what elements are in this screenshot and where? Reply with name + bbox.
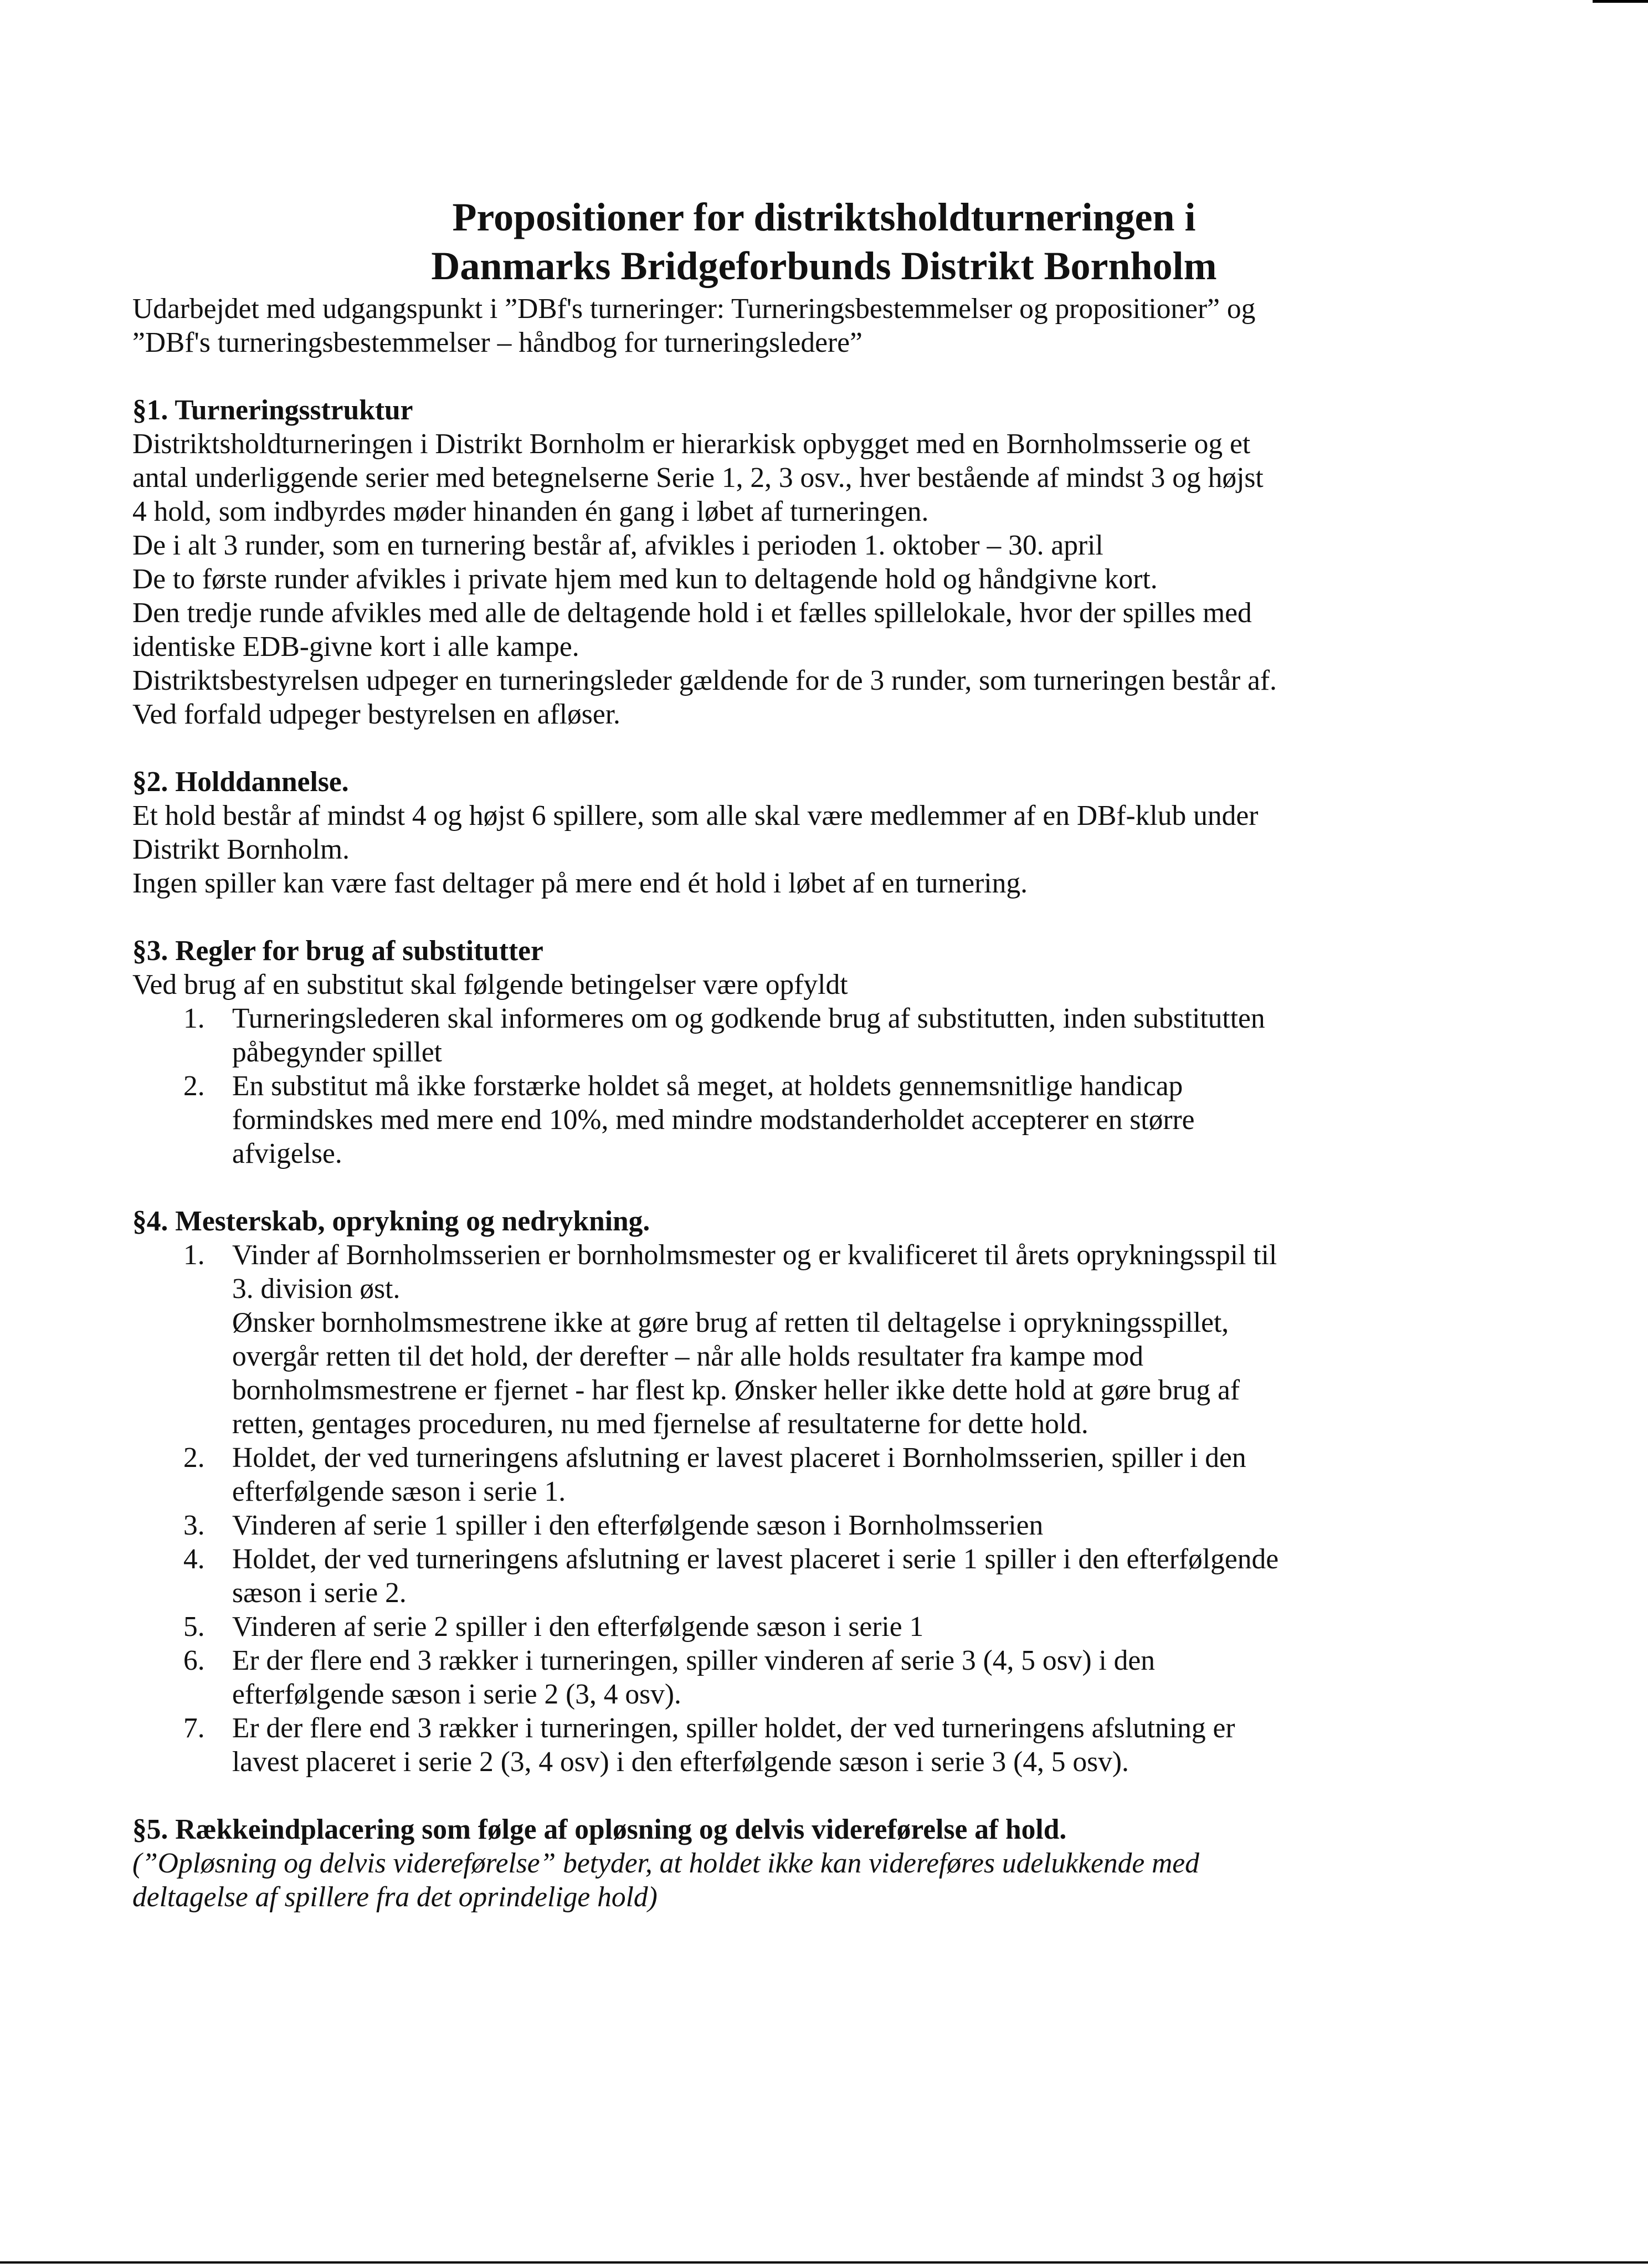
list-item-line: overgår retten til det hold, der derefter – når alle holds resultater fra kampe mod [232, 1341, 1143, 1372]
section-1-line: Den tredje runde afvikles med alle de deltagende hold i et fælles spillelokale, hvor der spilles med [132, 597, 1252, 629]
scan-edge-mark [1593, 0, 1648, 3]
list-item-number: 1. [183, 1003, 205, 1034]
list-item [132, 1610, 1506, 1644]
list-item-line: Vinder af Bornholmsserien er bornholmsmester og er kvalificeret til årets oprykningsspil til [232, 1239, 1277, 1271]
list-item-number: 3. [183, 1510, 205, 1541]
section-1-line: 4 hold, som indbyrdes møder hinanden én gang i løbet af turneringen. [132, 496, 929, 527]
section-1-line: De to første runder afvikles i private hjem med kun to deltagende hold og håndgivne kort. [132, 563, 1158, 595]
section-1-line: Distriktsbestyrelsen udpeger en turneringsleder gældende for de 3 runder, som turneringen består af. [132, 665, 1277, 696]
section-1-line: identiske EDB-givne kort i alle kampe. [132, 631, 579, 663]
section-4-heading: §4. Mesterskab, oprykning og nedrykning. [132, 1205, 650, 1237]
section-1-line: De i alt 3 runder, som en turnering består af, afvikles i perioden 1. oktober – 30. april [132, 530, 1103, 561]
list-item-line: sæson i serie 2. [232, 1577, 407, 1609]
section-4-list [132, 1238, 1506, 1779]
list-item-line: retten, gentages proceduren, nu med fjernelse af resultaterne for dette hold. [232, 1408, 1089, 1440]
document-title [0, 193, 1648, 290]
list-item-number: 2. [183, 1442, 205, 1474]
list-item-number: 5. [183, 1611, 205, 1643]
list-item-line: 3. division øst. [232, 1273, 401, 1305]
title-line-2: Danmarks Bridgeforbunds Distrikt Bornholm [431, 244, 1217, 288]
section-3-list [132, 1002, 1506, 1171]
list-item-line: lavest placeret i serie 2 (3, 4 osv) i den efterfølgende sæson i serie 3 (4, 5 osv). [232, 1746, 1129, 1778]
section-2-line: Distrikt Bornholm. [132, 834, 350, 865]
list-item-line: efterfølgende sæson i serie 1. [232, 1476, 566, 1507]
intro-line: ”DBf's turneringsbestemmelser – håndbog for turneringsledere” [132, 327, 862, 358]
section-3-heading: §3. Regler for brug af substitutter [132, 935, 543, 967]
list-item-line: En substitut må ikke forstærke holdet så meget, at holdets gennemsnitlige handicap [232, 1070, 1183, 1102]
list-item-line: afvigelse. [232, 1138, 342, 1169]
list-item [132, 1238, 1506, 1441]
list-item [132, 1441, 1506, 1508]
list-item-line: Holdet, der ved turneringens afslutning er lavest placeret i serie 1 spiller i den efterfølgende [232, 1543, 1279, 1575]
list-item-number: 4. [183, 1543, 205, 1575]
list-item [132, 1711, 1506, 1779]
list-item-line: bornholmsmestrene er fjernet - har flest kp. Ønsker heller ikke dette hold at gøre brug af [232, 1374, 1240, 1406]
list-item-number: 1. [183, 1239, 205, 1271]
list-item [132, 1069, 1506, 1171]
list-item-number: 7. [183, 1712, 205, 1744]
list-item-line: Vinderen af serie 1 spiller i den efterfølgende sæson i Bornholmsserien [232, 1510, 1044, 1541]
section-5-line: (”Opløsning og delvis videreførelse” betyder, at holdet ikke kan videreføres udelukkende med [132, 1848, 1199, 1879]
list-item-line: Ønsker bornholmsmestrene ikke at gøre brug af retten til deltagelse i oprykningsspillet, [232, 1307, 1229, 1338]
scan-bottom-line [0, 2261, 1648, 2264]
section-2-line: Et hold består af mindst 4 og højst 6 spillere, som alle skal være medlemmer af en DBf-klub under [132, 800, 1259, 832]
section-5-line: deltagelse af spillere fra det oprindelige hold) [132, 1881, 658, 1913]
section-1-line: Ved forfald udpeger bestyrelsen en afløser. [132, 699, 620, 730]
section-3-intro: Ved brug af en substitut skal følgende betingelser være opfyldt [132, 969, 848, 1000]
section-1-line: Distriktsholdturneringen i Distrikt Bornholm er hierarkisk opbygget med en Bornholmsserie og et [132, 428, 1251, 460]
list-item-number: 6. [183, 1645, 205, 1676]
list-item-line: påbegynder spillet [232, 1036, 442, 1068]
list-item [132, 1002, 1506, 1069]
list-item [132, 1542, 1506, 1610]
section-1-heading: §1. Turneringsstruktur [132, 394, 413, 426]
list-item [132, 1508, 1506, 1542]
document-body [132, 292, 1506, 1914]
section-2-heading: §2. Holddannelse. [132, 766, 349, 798]
list-item-line: Er der flere end 3 rækker i turneringen, spiller vinderen af serie 3 (4, 5 osv) i den [232, 1645, 1156, 1676]
list-item-line: efterfølgende sæson i serie 2 (3, 4 osv). [232, 1679, 681, 1710]
list-item-line: Vinderen af serie 2 spiller i den efterfølgende sæson i serie 1 [232, 1611, 924, 1643]
section-5-heading: §5. Rækkeindplacering som følge af opløsning og delvis videreførelse af hold. [132, 1814, 1067, 1845]
list-item-line: Turneringslederen skal informeres om og godkende brug af substitutten, inden substitutten [232, 1003, 1265, 1034]
intro-line: Udarbejdet med udgangspunkt i ”DBf's turneringer: Turneringsbestemmelser og propositioner” og [132, 293, 1256, 325]
list-item-line: Holdet, der ved turneringens afslutning er lavest placeret i Bornholmsserien, spiller i den [232, 1442, 1246, 1474]
list-item-line: Er der flere end 3 rækker i turneringen, spiller holdet, der ved turneringens afslutning er [232, 1712, 1235, 1744]
section-2-line: Ingen spiller kan være fast deltager på mere end ét hold i løbet af en turnering. [132, 868, 1028, 899]
title-line-1: Propositioner for distriktsholdturneringen i [452, 195, 1196, 239]
section-1-line: antal underliggende serier med betegnelserne Serie 1, 2, 3 osv., hver bestående af mindst 3 og højst [132, 462, 1264, 494]
list-item-number: 2. [183, 1070, 205, 1102]
list-item-line: formindskes med mere end 10%, med mindre modstanderholdet accepterer en større [232, 1104, 1195, 1136]
list-item [132, 1644, 1506, 1711]
